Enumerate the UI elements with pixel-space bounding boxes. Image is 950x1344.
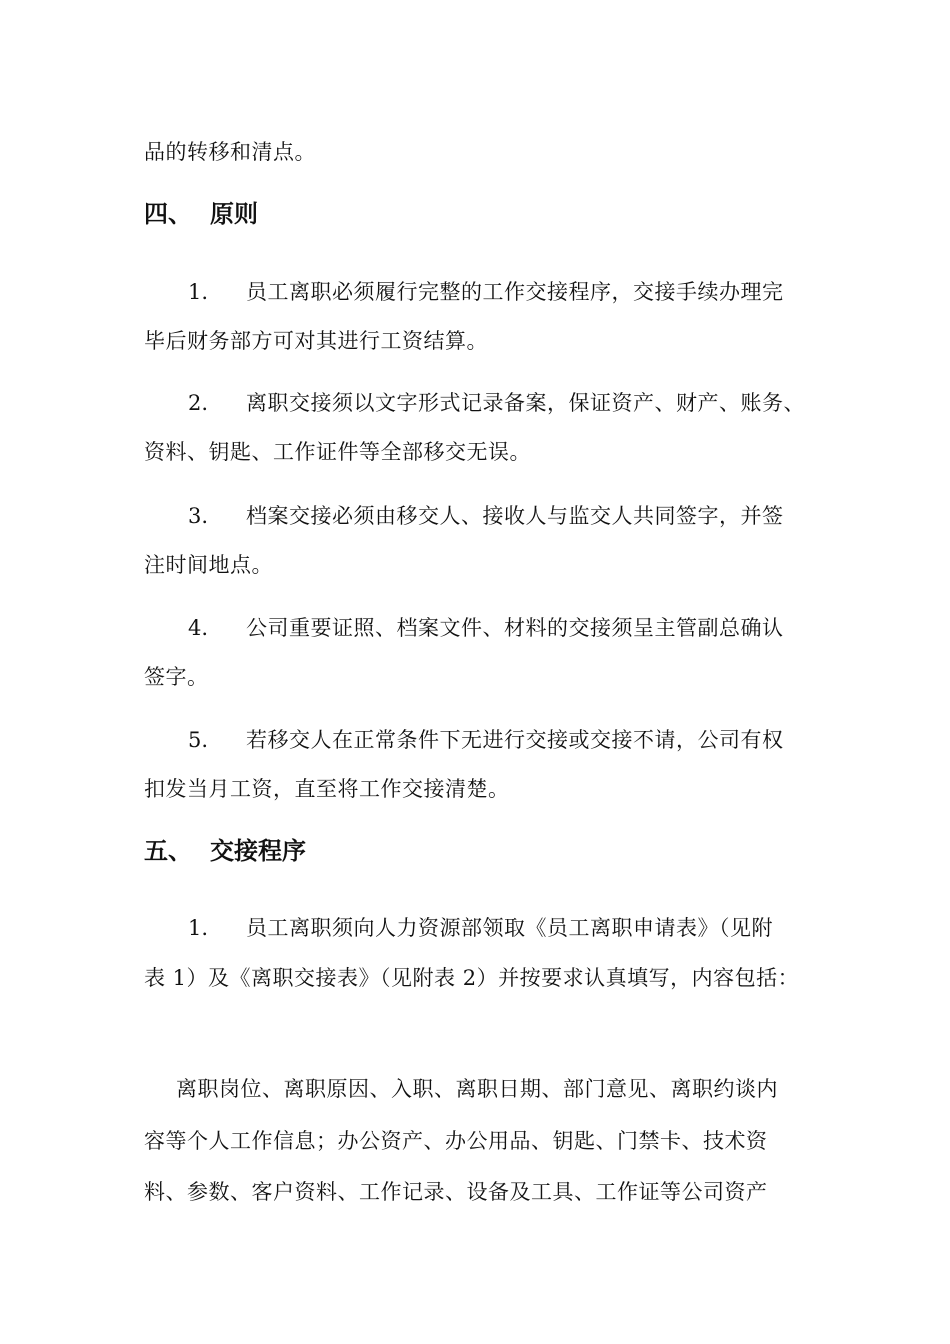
section-5-heading — [144, 835, 306, 867]
item-5-1-line1: 员工离职须向人力资源部领取《员工离职申请表》（见附 — [246, 916, 773, 940]
item-4-5-line2: 扣发当月工资，直至将工作交接清楚。 — [144, 777, 510, 801]
item-4-1-line2: 毕后财务部方可对其进行工资结算。 — [144, 329, 488, 353]
item-4-1-number: 1. — [188, 280, 209, 304]
section-4-number: 四、 — [144, 200, 192, 228]
item-5-1-number: 1. — [188, 916, 209, 940]
section-4-title: 原则 — [210, 200, 258, 228]
item-4-5-number: 5. — [188, 728, 209, 752]
section-5-title: 交接程序 — [210, 837, 306, 865]
item-4-3-line2: 注时间地点。 — [144, 553, 273, 577]
section-5-para-line2: 容等个人工作信息；办公资产、办公用品、钥匙、门禁卡、技术资 — [144, 1129, 768, 1153]
item-4-2-number: 2. — [188, 391, 209, 415]
item-4-4-number: 4. — [188, 616, 209, 640]
section-5-para-line1: 离职岗位、离职原因、入职、离职日期、部门意见、离职约谈内 — [176, 1077, 778, 1101]
section-5-number: 五、 — [144, 837, 192, 865]
item-4-4-line1: 公司重要证照、档案文件、材料的交接须呈主管副总确认 — [246, 616, 784, 640]
item-4-3-number: 3. — [188, 504, 209, 528]
section-5-para-line3: 料、参数、客户资料、工作记录、设备及工具、工作证等公司资产 — [144, 1180, 768, 1204]
item-4-4-line2: 签字。 — [144, 665, 209, 689]
item-4-2-line2: 资料、钥匙、工作证件等全部移交无误。 — [144, 440, 531, 464]
item-4-2-line1: 离职交接须以文字形式记录备案，保证资产、财产、账务、 — [246, 391, 805, 415]
section-4-heading — [144, 198, 258, 230]
item-4-1-line1: 员工离职必须履行完整的工作交接程序，交接手续办理完 — [246, 280, 784, 304]
item-5-1-line2: 表 1）及《离职交接表》（见附表 2）并按要求认真填写，内容包括： — [144, 966, 800, 990]
intro-tail-text: 品的转移和清点。 — [144, 140, 316, 164]
item-4-3-line1: 档案交接必须由移交人、接收人与监交人共同签字，并签 — [246, 504, 784, 528]
item-4-5-line1: 若移交人在正常条件下无进行交接或交接不请，公司有权 — [246, 728, 784, 752]
